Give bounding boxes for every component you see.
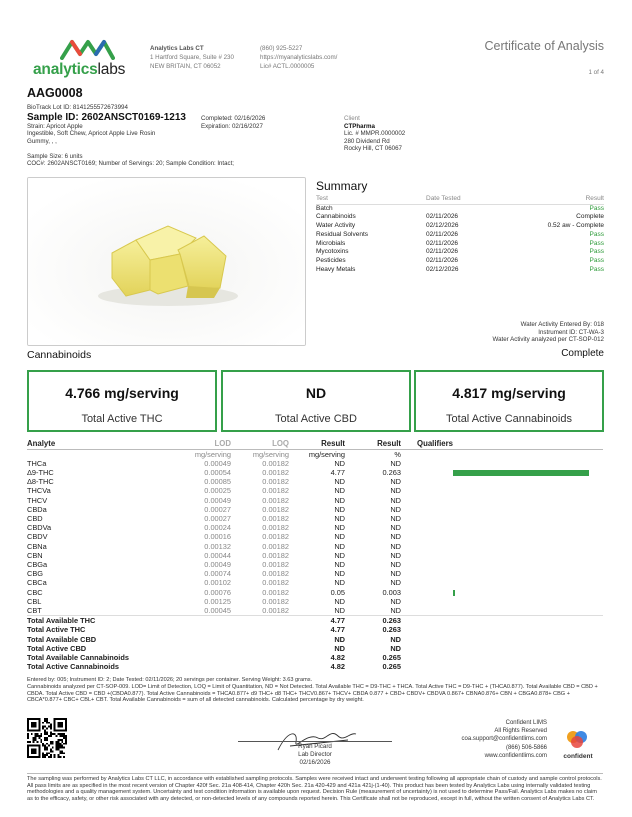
card-total-active-thc	[27, 370, 217, 432]
sample-code: AAG0008	[27, 86, 83, 100]
total-result-pct: ND	[390, 643, 401, 653]
summary-result: Pass	[589, 248, 604, 256]
analyte-result-pct: ND	[390, 596, 401, 606]
analyte-name: CBDa	[27, 504, 47, 514]
analyte-name: THCa	[27, 458, 47, 468]
summary-test: Batch	[316, 204, 333, 212]
unit-result-mg: mg/serving	[308, 449, 345, 459]
water-activity-notes	[492, 321, 604, 344]
summary-test: Cannabinoids	[316, 213, 356, 221]
analyte-header-row	[27, 439, 603, 449]
cannabinoids-title: Cannabinoids	[27, 349, 92, 361]
analyte-loq: 0.00182	[262, 559, 289, 569]
analyte-result-mg: ND	[334, 569, 345, 579]
cannabinoids-status: Complete	[561, 348, 604, 359]
analyte-table	[27, 439, 603, 671]
analyte-result-pct: ND	[390, 532, 401, 542]
card-value: ND	[305, 385, 327, 401]
analyte-result-pct: ND	[390, 504, 401, 514]
analyte-result-pct: 0.263	[382, 467, 401, 477]
summary-row	[316, 240, 604, 249]
analyte-lod: 0.00132	[204, 541, 231, 551]
result-bar	[453, 590, 455, 596]
sample-size: Sample Size: 6 units	[27, 153, 83, 160]
analyte-result-pct: ND	[390, 541, 401, 551]
analyte-result-pct: ND	[390, 495, 401, 505]
card-total-active-cbd	[221, 370, 411, 432]
analyte-row	[27, 532, 603, 541]
confident-logo-text: confident	[563, 753, 593, 760]
analyte-lod: 0.00074	[204, 569, 231, 579]
col-loq: LOQ	[231, 439, 289, 449]
client-address2: Rocky Hill, CT 06067	[344, 145, 403, 153]
analyte-lod: 0.00027	[204, 513, 231, 523]
analyte-result-mg: ND	[334, 486, 345, 496]
lab-contact	[260, 44, 337, 71]
summary-result: Pass	[589, 230, 604, 238]
wa-sop: Water Activity analyzed per CT-SOP-012	[492, 336, 604, 344]
analyte-name: CBG	[27, 569, 44, 579]
biotrack-id: BioTrack Lot ID: 8141255572673994	[27, 104, 128, 111]
client-address1: 280 Dividend Rd	[344, 137, 390, 145]
analyte-result-mg: ND	[334, 532, 345, 542]
analyte-loq: 0.00182	[262, 596, 289, 606]
analyte-name: CBC	[27, 587, 43, 597]
summary-row	[316, 222, 604, 231]
client-license: Lic. # MMPR.0000002	[344, 130, 406, 138]
analyte-lod: 0.00102	[204, 578, 231, 588]
gummy-image-icon	[28, 178, 306, 346]
unit-lod: mg/serving	[194, 449, 231, 459]
lab-phone: (860) 925-5227	[260, 45, 303, 52]
analyte-name: CBN	[27, 550, 43, 560]
notes-line2: Cannabinoids analyzed per CT-SOP-009. LOD= Limit of Detection, LOQ = Limit of Quantitation, ND = Not Detected. Total Available THC = D9-THC + THCA. Total Active THC = D9-THC + (THCA0.877). Total Available CBD = CBD + CBDA. Total Active CBD = CBD +(CBDA0.877). Total Active Cannabinoids = THCA0.877+ d9 THC+ d8 THC+ THCV0.867+ THCV+ CBDA 0.877 + CBD+ CBDV+ CBDVA 0.867+ CBNA0.876+ CBN + CBGA0.878+ CBG + CBCA*0.877+ CBC+ CBL+ CBT. Total Available Cannabinoids = sum of all detected cannabinoids. Calculated percentage by dry weight.	[27, 683, 598, 704]
analyte-loq: 0.00182	[262, 587, 289, 597]
completed-date: Completed: 02/16/2026	[201, 115, 266, 122]
analyte-result-mg: ND	[334, 559, 345, 569]
analyte-loq: 0.00182	[262, 486, 289, 496]
analyte-loq: 0.00182	[262, 513, 289, 523]
analyte-lod: 0.00049	[204, 458, 231, 468]
analyte-name: CBDV	[27, 532, 48, 542]
product-line2: Gummy, , ,	[27, 137, 57, 145]
analyte-row	[27, 486, 603, 495]
analyte-lod: 0.00054	[204, 467, 231, 477]
summary-test: Pesticides	[316, 256, 346, 264]
analyte-result-pct: ND	[390, 477, 401, 487]
analyte-result-pct: ND	[390, 458, 401, 468]
col-result-pct: Result	[345, 439, 401, 449]
total-name: Total Active Cannabinoids	[27, 662, 119, 672]
summary-date: 02/12/2026	[426, 222, 459, 230]
analyte-name: Δ8-THC	[27, 477, 54, 487]
summary-title: Summary	[316, 179, 368, 193]
total-result-mg: 4.82	[330, 652, 345, 662]
summary-col-date: Date Tested	[426, 195, 506, 204]
lab-website[interactable]: https://myanalyticslabs.com/	[260, 54, 338, 61]
confident-name: Confident LIMS	[505, 720, 547, 726]
analyte-name: CBNa	[27, 541, 47, 551]
analyte-loq: 0.00182	[262, 550, 289, 560]
analyte-loq: 0.00182	[262, 477, 289, 487]
summary-row	[316, 257, 604, 266]
lab-address1: 1 Hartford Square, Suite # 230	[150, 54, 234, 61]
summary-result: Pass	[589, 239, 604, 247]
brand-logo-text: analyticslabs	[33, 61, 126, 78]
total-row	[27, 616, 603, 626]
card-label: Total Active CBD	[275, 413, 357, 425]
analyte-name: CBCa	[27, 578, 47, 588]
page-number: 1 of 4	[588, 69, 604, 76]
summary-date: 02/11/2026	[426, 239, 459, 247]
analyte-result-pct: ND	[390, 605, 401, 615]
summary-result: Pass	[589, 204, 604, 212]
summary-test: Mycotoxins	[316, 248, 349, 256]
document-title: Certificate of Analysis	[484, 39, 604, 53]
confident-info	[462, 719, 547, 760]
analyte-name: CBL	[27, 596, 42, 606]
analyte-loq: 0.00182	[262, 541, 289, 551]
analyte-result-pct: ND	[390, 550, 401, 560]
analyte-row	[27, 459, 603, 468]
total-result-pct: 0.265	[382, 662, 401, 672]
analyte-loq: 0.00182	[262, 578, 289, 588]
summary-test: Microbials	[316, 239, 346, 247]
client-heading: Client	[344, 115, 360, 122]
analyte-loq: 0.00182	[262, 523, 289, 533]
analyte-result-pct: ND	[390, 523, 401, 533]
analyte-result-mg: ND	[334, 458, 345, 468]
analyte-result-mg: 4.77	[330, 467, 345, 477]
strain: Strain: Apricot Apple	[27, 122, 83, 130]
confident-phone: (866) 506-5866	[505, 744, 547, 751]
wa-instrument: Instrument ID: CT-WA-3	[538, 328, 604, 336]
total-result-pct: ND	[390, 634, 401, 644]
analyte-loq: 0.00182	[262, 504, 289, 514]
summary-result: 0.52 aw - Complete	[547, 222, 604, 230]
analyte-row	[27, 578, 603, 587]
units-row	[27, 449, 603, 459]
analyte-result-pct: ND	[390, 569, 401, 579]
confident-rights: All Rights Reserved	[494, 728, 547, 735]
total-name: Total Active CBD	[27, 643, 87, 653]
analyte-row	[27, 542, 603, 551]
summary-date: 02/11/2026	[426, 230, 459, 238]
summary-table	[316, 195, 604, 274]
col-analyte: Analyte	[27, 439, 179, 449]
analyte-lod: 0.00076	[204, 587, 231, 597]
analyte-row	[27, 606, 603, 616]
summary-row	[316, 204, 604, 213]
analyte-result-mg: ND	[334, 513, 345, 523]
confident-logo-icon	[556, 728, 600, 750]
analyte-lod: 0.00024	[204, 523, 231, 533]
analyte-lod: 0.00025	[204, 486, 231, 496]
analyte-lod: 0.00045	[204, 605, 231, 615]
confident-email[interactable]: coa.support@confidentlims.com	[461, 736, 547, 743]
summary-test: Residual Solvents	[316, 230, 369, 238]
summary-result: Pass	[589, 256, 604, 264]
summary-row	[316, 266, 604, 275]
method-notes	[27, 677, 603, 704]
summary-date: 02/12/2026	[426, 265, 459, 273]
col-lod: LOD	[179, 439, 231, 449]
analyte-lod: 0.00016	[204, 532, 231, 542]
signer-name: Ryan Picard	[298, 743, 332, 750]
dates	[201, 115, 265, 130]
summary-row	[316, 231, 604, 240]
confident-logo	[556, 728, 600, 760]
analyte-row	[27, 597, 603, 606]
analyte-row	[27, 551, 603, 560]
summary-result: Complete	[576, 213, 604, 221]
analyte-lod: 0.00125	[204, 596, 231, 606]
analyte-loq: 0.00182	[262, 458, 289, 468]
analyte-result-pct: ND	[390, 578, 401, 588]
summary-col-result: Result	[506, 195, 604, 204]
analyte-row	[27, 560, 603, 569]
total-name: Total Active THC	[27, 625, 86, 635]
total-name: Total Available CBD	[27, 634, 97, 644]
analyte-result-mg: ND	[334, 596, 345, 606]
confident-site[interactable]: www.confidentlims.com	[484, 752, 547, 759]
analytics-labs-logo-icon	[60, 38, 115, 60]
total-row	[27, 662, 603, 671]
analyte-row	[27, 514, 603, 523]
card-label: Total Active THC	[81, 413, 163, 425]
total-row	[27, 644, 603, 653]
summary-col-test: Test	[316, 195, 426, 204]
analyte-result-pct: ND	[390, 559, 401, 569]
sample-meta	[27, 104, 186, 145]
analyte-row	[27, 523, 603, 532]
card-value: 4.766 mg/serving	[65, 385, 179, 401]
analyte-lod: 0.00027	[204, 504, 231, 514]
analyte-loq: 0.00182	[262, 605, 289, 615]
analyte-result-mg: ND	[334, 541, 345, 551]
analyte-result-mg: ND	[334, 523, 345, 533]
analyte-lod: 0.00085	[204, 477, 231, 487]
summary-date: 02/11/2026	[426, 256, 459, 264]
card-total-active-cannabinoids	[414, 370, 604, 432]
col-result-mg: Result	[289, 439, 345, 449]
analyte-result-mg: ND	[334, 578, 345, 588]
analyte-result-pct: ND	[390, 486, 401, 496]
analyte-name: Δ9-THC	[27, 467, 54, 477]
total-result-mg: ND	[334, 643, 345, 653]
card-label: Total Active Cannabinoids	[446, 413, 572, 425]
analyte-result-pct: 0.003	[382, 587, 401, 597]
notes-line1: Entered by: 005; Instrument ID: 2; Date Tested: 02/11/2026; 20 servings per container. Serving Weight: 3.63 grams.	[27, 677, 313, 683]
analyte-row	[27, 468, 603, 477]
client-name: CTPharma	[344, 122, 375, 130]
analyte-name: THCV	[27, 495, 48, 505]
analyte-name: CBDVa	[27, 523, 52, 533]
summary-date	[426, 204, 506, 213]
analyte-result-mg: ND	[334, 495, 345, 505]
analyte-name: CBGa	[27, 559, 48, 569]
client-info	[344, 115, 405, 153]
total-result-mg: 4.77	[289, 616, 345, 626]
summary-date: 02/11/2026	[426, 213, 459, 221]
analyte-result-pct: ND	[390, 513, 401, 523]
analyte-loq: 0.00182	[262, 495, 289, 505]
summary-row	[316, 248, 604, 257]
analyte-row	[27, 569, 603, 578]
analyte-loq: 0.00182	[262, 569, 289, 579]
result-bar	[453, 470, 589, 476]
analyte-row	[27, 588, 603, 597]
summary-row	[316, 213, 604, 222]
analyte-row	[27, 505, 603, 514]
total-result-mg: 4.77	[330, 625, 345, 635]
col-qualifiers: Qualifiers	[401, 439, 603, 449]
analyte-row	[27, 477, 603, 486]
total-row	[27, 653, 603, 662]
summary-test: Heavy Metals	[316, 265, 356, 273]
sample-size-info	[27, 153, 234, 167]
analyte-result-mg: ND	[334, 477, 345, 487]
analyte-name: CBT	[27, 605, 42, 615]
summary-date: 02/11/2026	[426, 248, 459, 256]
signer-date: 02/16/2026	[299, 758, 331, 766]
analyte-lod: 0.00049	[204, 495, 231, 505]
total-name: Total Available THC	[27, 616, 179, 626]
analyte-name: CBD	[27, 513, 43, 523]
analyte-result-mg: 0.05	[330, 587, 345, 597]
qr-code-icon[interactable]	[27, 718, 67, 758]
lab-name: Analytics Labs CT	[150, 45, 204, 52]
total-result-mg: 4.82	[330, 662, 345, 672]
analyte-lod: 0.00044	[204, 550, 231, 560]
expiration-date: Expiration: 02/16/2027	[201, 122, 263, 130]
product-photo	[27, 177, 306, 346]
analyte-result-mg: ND	[334, 550, 345, 560]
total-name: Total Available Cannabinoids	[27, 652, 129, 662]
total-result-pct: 0.263	[382, 625, 401, 635]
product-line1: Ingestible, Soft Chew, Apricot Apple Live Rosin	[27, 130, 156, 138]
total-result-pct: 0.263	[345, 616, 401, 626]
card-value: 4.817 mg/serving	[452, 385, 566, 401]
lab-address2: NEW BRITAIN, CT 06052	[150, 63, 221, 70]
analyte-row	[27, 496, 603, 505]
summary-result: Pass	[589, 265, 604, 273]
analyte-result-mg: ND	[334, 504, 345, 514]
total-row	[27, 625, 603, 634]
lab-license: Lic# ACTL.0000005	[260, 63, 315, 70]
analyte-lod: 0.00049	[204, 559, 231, 569]
signer-block	[238, 741, 392, 766]
unit-result-pct: %	[394, 449, 401, 459]
total-result-pct: 0.265	[382, 652, 401, 662]
sample-id: Sample ID: 2602ANSCT0169-1213	[27, 111, 186, 123]
wa-entered: Water Activity Entered By: 018	[520, 321, 604, 328]
total-result-mg: ND	[334, 634, 345, 644]
analyte-loq: 0.00182	[262, 467, 289, 477]
footer-disclaimer: The sampling was performed by Analytics Labs CT LLC, in accordance with established sampling protocols. Samples were received intact and underwent testing following all appropriate chain of custody and sample control protocols. All pass limits are as specified in the most recent version of Chapter 420f Sec. 21a 408-414, Chapter 420h Sec. 21a 420-429 and 421a 421j-(1-40). This product has been tested by Analytics Labs using internally validated testing methodologies and a quality management system. Uncertainty and test condition information is available upon request. Decision Rule (measurement of uncertainty) is not used to determine Pass/Fail. Analytics Labs makes no claim as to the efficacy, safety, or other risk associated with any detected, or non-detected levels of any compounds reported herein. This Certificate shall not be reproduced, except in full, without the written consent of Analytics Labs CT.	[27, 773, 603, 802]
analyte-loq: 0.00182	[262, 532, 289, 542]
lab-info	[150, 44, 234, 71]
total-row	[27, 635, 603, 644]
summary-test: Water Activity	[316, 222, 356, 230]
unit-loq: mg/serving	[252, 449, 289, 459]
analyte-name: THCVa	[27, 486, 51, 496]
signer-title: Lab Director	[298, 750, 332, 758]
analyte-result-mg: ND	[334, 605, 345, 615]
coc-line: COC#: 2602ANSCT0169; Number of Servings: 20; Sample Condition: Intact;	[27, 160, 234, 167]
summary-header-row	[316, 195, 604, 204]
